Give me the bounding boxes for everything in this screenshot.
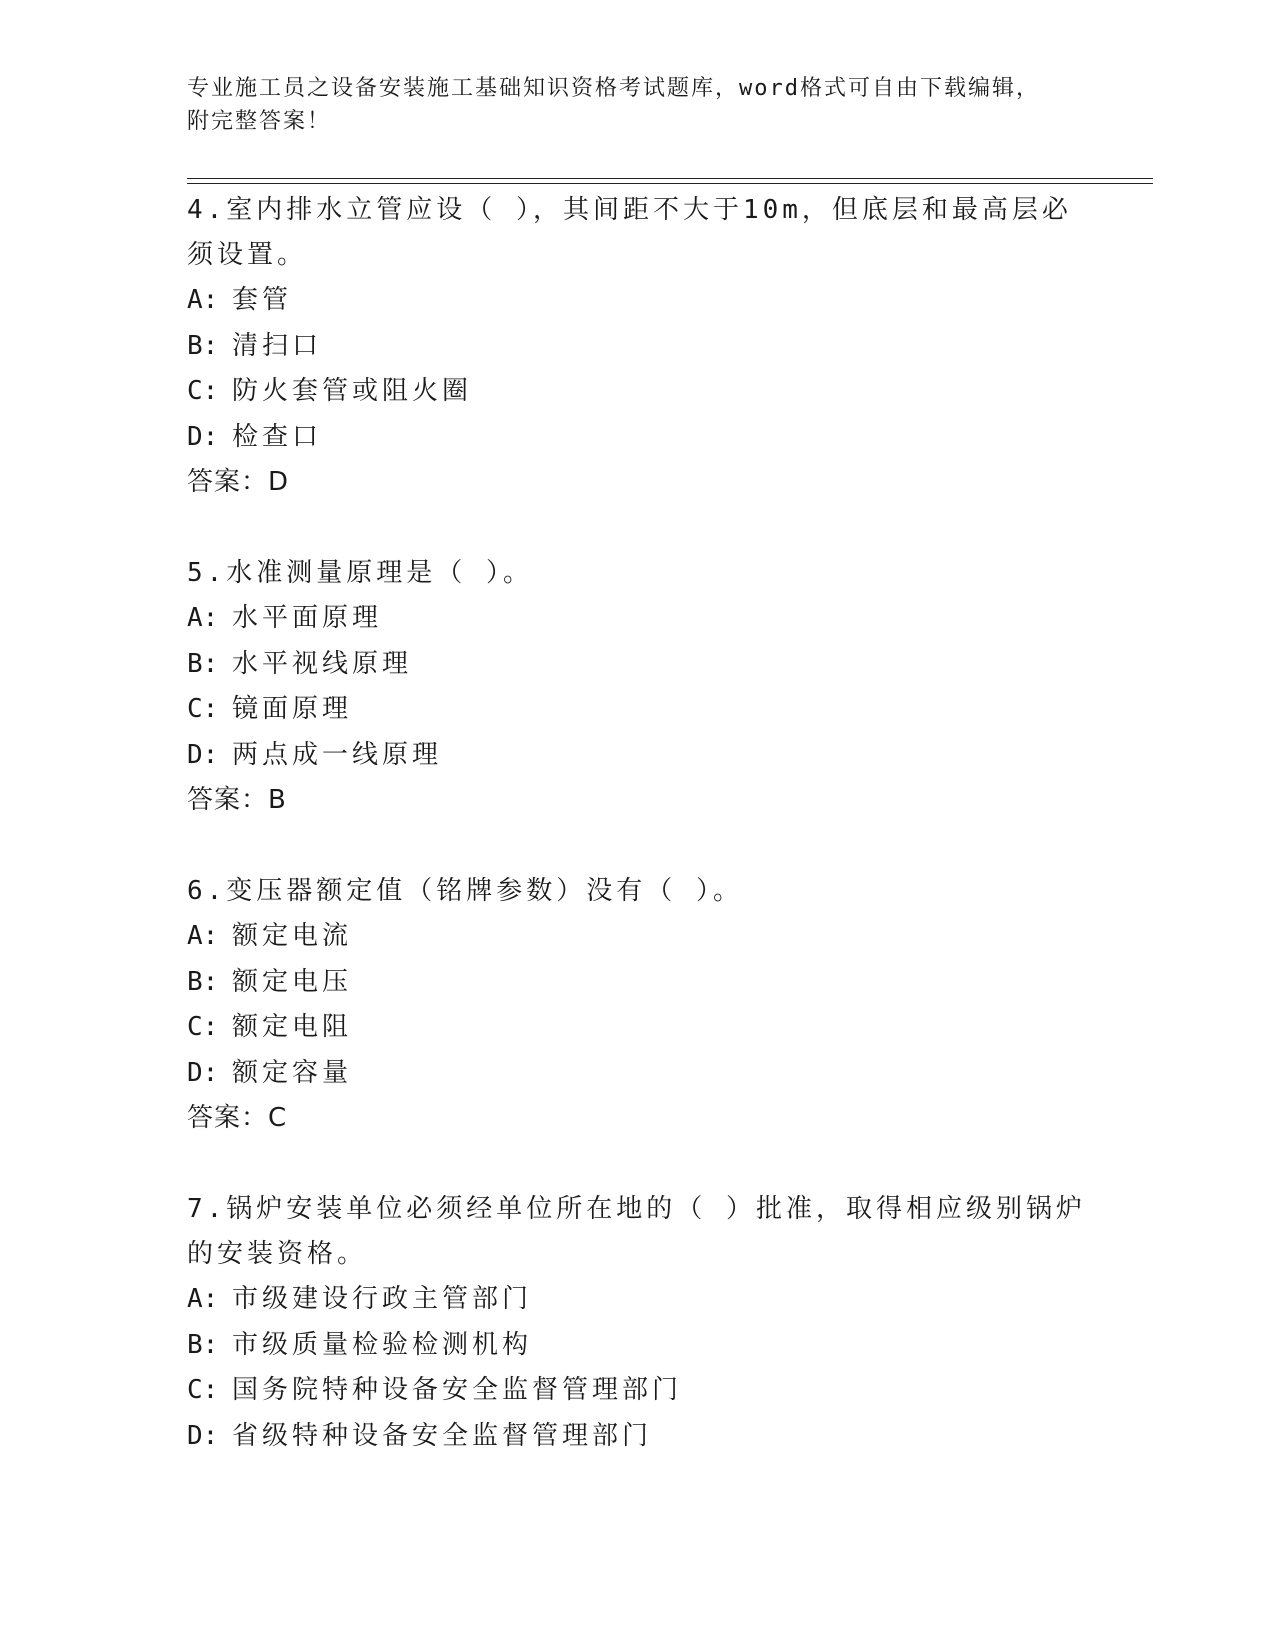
option-text: 额定容量 <box>232 1057 353 1088</box>
option-text: 套管 <box>232 285 293 315</box>
option-a <box>187 596 1087 642</box>
option-letter: B: <box>187 966 219 997</box>
option-a <box>187 1277 1087 1323</box>
question-list <box>187 188 1087 1459</box>
question-stem: 5.水准测量原理是（ ）。 <box>187 558 533 588</box>
option-letter: C: <box>187 1012 219 1042</box>
option-letter: C: <box>187 376 219 406</box>
header-divider-top <box>187 178 1153 179</box>
question-spacer <box>187 823 1087 869</box>
option-text: 水平面原理 <box>232 603 383 633</box>
option-text: 市级质量检验检测机构 <box>232 1329 533 1360</box>
option-d <box>187 1051 1087 1097</box>
option-d <box>187 415 1087 461</box>
option-a <box>187 914 1087 960</box>
option-text: 清扫口 <box>232 330 323 361</box>
option-text: 省级特种设备安全监督管理部门 <box>232 1420 653 1451</box>
option-letter: D: <box>187 1420 219 1451</box>
option-c <box>187 369 1087 415</box>
option-letter: B: <box>187 330 219 361</box>
option-text: 额定电压 <box>232 966 353 997</box>
option-d <box>187 1414 1087 1460</box>
option-letter: B: <box>187 1329 219 1360</box>
option-letter: C: <box>187 694 219 724</box>
option-b <box>187 1323 1087 1369</box>
answer-label: 答案：B <box>187 785 287 815</box>
header-line-2: 附完整答案！ <box>187 109 332 134</box>
option-text: 两点成一线原理 <box>232 739 443 770</box>
option-text: 镜面原理 <box>232 694 353 724</box>
option-letter: D: <box>187 1057 219 1088</box>
option-letter: A: <box>187 921 219 951</box>
option-b <box>187 324 1087 370</box>
option-c <box>187 1005 1087 1051</box>
option-d <box>187 733 1087 779</box>
header-line-1: 专业施工员之设备安装施工基础知识资格考试题库，word格式可自由下载编辑， <box>187 76 1040 101</box>
option-b <box>187 960 1087 1006</box>
question-spacer <box>187 505 1087 551</box>
question-4 <box>187 188 1087 505</box>
question-7 <box>187 1187 1087 1459</box>
option-letter: A: <box>187 285 219 315</box>
option-letter: C: <box>187 1375 219 1405</box>
option-letter: A: <box>187 603 219 633</box>
option-letter: D: <box>187 421 219 452</box>
option-text: 水平视线原理 <box>232 648 413 679</box>
option-text: 额定电流 <box>232 921 353 951</box>
option-a <box>187 278 1087 324</box>
answer-label: 答案：C <box>187 1103 288 1133</box>
option-letter: A: <box>187 1284 219 1314</box>
question-stem: 6.变压器额定值（铭牌参数）没有（ ）。 <box>187 876 743 906</box>
option-text: 检查口 <box>232 421 323 452</box>
option-text: 防火套管或阻火圈 <box>232 376 473 406</box>
header-divider-bottom <box>187 183 1153 184</box>
answer-label: 答案：D <box>187 467 290 497</box>
question-spacer <box>187 1141 1087 1187</box>
option-text: 额定电阻 <box>232 1012 353 1042</box>
option-c <box>187 1368 1087 1414</box>
question-stem: 4.室内排水立管应设（ ），其间距不大于10m，但底层和最高层必须设置。 <box>187 195 1072 270</box>
option-letter: B: <box>187 648 219 679</box>
question-6 <box>187 869 1087 1141</box>
option-c <box>187 687 1087 733</box>
option-letter: D: <box>187 739 219 770</box>
question-5 <box>187 551 1087 823</box>
option-text: 国务院特种设备安全监督管理部门 <box>232 1375 683 1405</box>
option-b <box>187 642 1087 688</box>
document-header <box>187 72 1067 138</box>
option-text: 市级建设行政主管部门 <box>232 1284 533 1314</box>
question-stem: 7.锅炉安装单位必须经单位所在地的（ ）批准，取得相应级别锅炉的安装资格。 <box>187 1194 1086 1269</box>
